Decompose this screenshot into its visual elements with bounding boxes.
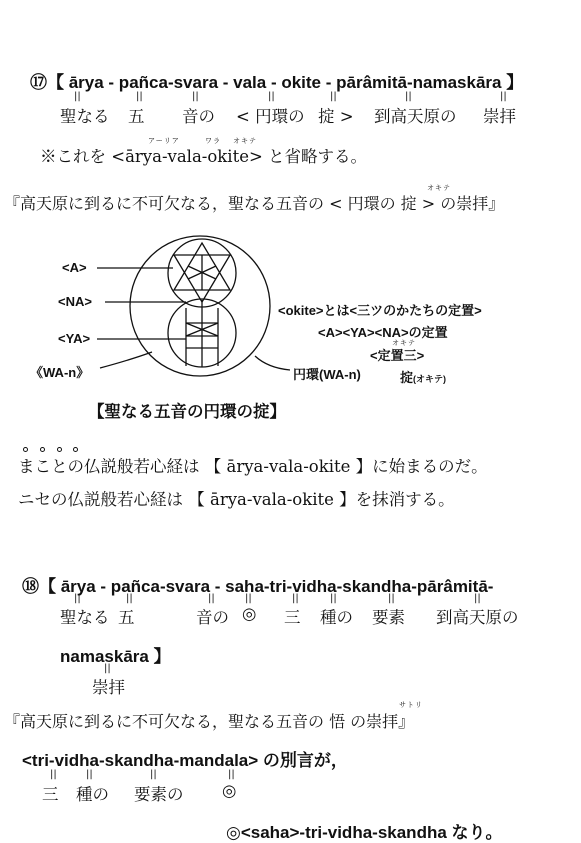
- gloss18-takamagahara: 到高天原の: [436, 608, 519, 627]
- gloss18-three: 三: [284, 608, 301, 627]
- quote-17: 『高天原に到るに不可欠なる，聖なる五音の < 円環の 掟 > の崇拝』: [4, 194, 505, 213]
- gloss3-circle-symbol: ◎: [222, 781, 237, 800]
- gloss18-elements: 要素: [372, 608, 405, 627]
- label-wa-n: 《WA-n》: [30, 365, 90, 380]
- okite-desc-2: <A><YA><NA>の定置: [318, 325, 448, 340]
- ruby-vala: ワラ: [205, 137, 221, 145]
- gloss-circle: < 円環の: [236, 107, 305, 126]
- section-17-sanskrit: 【 ārya - pañca-svara - vala - okite - pārâmitā-namaskāra 】: [47, 73, 524, 92]
- true-sutra-line: まことの仏説般若心経は 【 ārya-vala-okite 】に始まるのだ。: [18, 457, 488, 476]
- okite-desc-3-ruby: オキテ: [392, 339, 416, 347]
- section-18-sanskrit: 【 ārya - pañca-svara - saha-tri-vidha-skandha-pārâmitā-: [39, 577, 494, 596]
- ruby-arya: アーリア: [148, 137, 180, 145]
- okite-desc-1: <okite>とは<三ツのかたちの定置>: [278, 303, 482, 318]
- gloss-five: 五: [128, 107, 145, 126]
- gloss-takamagahara: 到高天原の: [374, 107, 457, 126]
- gloss18-holy: 聖なる: [60, 608, 110, 627]
- saha-line: ◎<saha>-tri-vidha-skandha なり。: [226, 823, 503, 842]
- mandala-line: <tri-vidha-skandha-mandala> の別言が，: [22, 751, 348, 770]
- label-a: <A>: [62, 260, 87, 275]
- quote-ruby-okite: オキテ: [427, 184, 451, 192]
- okite-desc-3: <定置三>: [370, 348, 425, 363]
- section-18-namaskara: namaskāra 】: [60, 647, 171, 666]
- ruby-okite: オキテ: [233, 137, 257, 145]
- gloss3-kinds: 種の: [76, 785, 109, 804]
- gloss-sound: 音の: [182, 107, 215, 126]
- section-17-number: ⑰: [30, 73, 47, 92]
- gloss-worship: 崇拝: [483, 107, 516, 126]
- gloss3-elements: 要素の: [134, 785, 184, 804]
- gloss3-three: 三: [42, 785, 59, 804]
- gloss18-circle-symbol: ◎: [242, 604, 257, 623]
- quote18-ruby-satori: サトリ: [399, 701, 423, 709]
- abbreviation-note: ※これを <ārya-vala-okite> と省略する。: [40, 147, 368, 166]
- gloss18-worship: 崇拝: [92, 678, 125, 697]
- diagram-caption: 【聖なる五音の円環の掟】: [88, 402, 286, 421]
- okite-desc-4: 掟(オキテ): [400, 370, 447, 385]
- label-ya: <YA>: [58, 331, 91, 346]
- label-na: <NA>: [58, 294, 92, 309]
- gloss-holy: 聖なる: [60, 107, 110, 126]
- section-18-number: ⑱: [22, 577, 39, 596]
- gloss18-sound: 音の: [196, 608, 229, 627]
- label-circle-wa-n: 円環(WA-n): [293, 367, 361, 382]
- gloss18-five: 五: [118, 608, 135, 627]
- gloss18-kinds: 種の: [320, 608, 353, 627]
- quote-18: 『高天原に到るに不可欠なる，聖なる五音の 悟 の崇拝』: [4, 712, 415, 731]
- fake-sutra-line: ニセの仏説般若心経は 【 ārya-vala-okite 】を抹消する。: [18, 490, 455, 509]
- gloss-rule: 掟 >: [318, 107, 354, 126]
